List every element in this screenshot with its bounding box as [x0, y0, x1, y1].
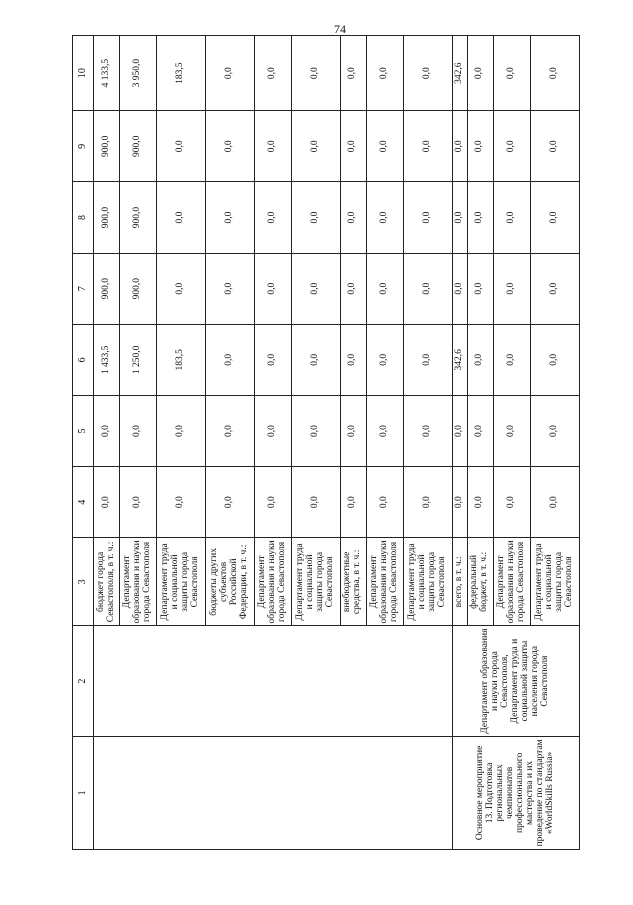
header-cell: 5: [73, 395, 94, 466]
value-cell: 342,6: [453, 36, 468, 111]
value-cell: 0,0: [366, 36, 403, 111]
value-cell: 4 133,5: [94, 36, 120, 111]
funding-source-cell: Департамент образования и науки города Севастополя: [493, 538, 530, 626]
value-cell: 0,0: [157, 467, 206, 538]
value-cell: 0,0: [206, 395, 255, 466]
value-cell: 0,0: [493, 467, 530, 538]
value-cell: 0,0: [292, 467, 341, 538]
value-cell: 0,0: [340, 324, 366, 395]
value-cell: 0,0: [157, 182, 206, 253]
value-cell: 900,0: [94, 253, 120, 324]
value-cell: 0,0: [120, 467, 157, 538]
value-cell: 0,0: [340, 467, 366, 538]
page-number: 74: [334, 22, 346, 36]
value-cell: 0,0: [493, 395, 530, 466]
header-cell: 2: [73, 626, 94, 736]
value-cell: 0,0: [292, 36, 341, 111]
value-cell: 342,6: [453, 324, 468, 395]
value-cell: 0,0: [453, 467, 468, 538]
value-cell: 0,0: [453, 395, 468, 466]
value-cell: 0,0: [254, 36, 291, 111]
value-cell: 0,0: [531, 182, 580, 253]
value-cell: 0,0: [254, 253, 291, 324]
value-cell: 0,0: [157, 395, 206, 466]
value-cell: 0,0: [254, 467, 291, 538]
table-row: [453, 36, 468, 850]
value-cell: 0,0: [292, 395, 341, 466]
header-cell: 3: [73, 538, 94, 626]
value-cell: 900,0: [94, 111, 120, 182]
value-cell: 0,0: [254, 324, 291, 395]
value-cell: 0,0: [340, 395, 366, 466]
value-cell: 0,0: [404, 182, 453, 253]
value-cell: 900,0: [120, 182, 157, 253]
value-cell: 0,0: [340, 36, 366, 111]
table-row: [94, 36, 120, 850]
header-cell: 4: [73, 467, 94, 538]
header-cell: 7: [73, 253, 94, 324]
header-cell: 6: [73, 324, 94, 395]
measure-name-cell: [94, 736, 453, 849]
value-cell: 0,0: [493, 111, 530, 182]
value-cell: 0,0: [94, 467, 120, 538]
value-cell: 0,0: [206, 111, 255, 182]
value-cell: 900,0: [120, 111, 157, 182]
funding-source-cell: Департамент образования и науки города Севастополя: [366, 538, 403, 626]
financing-table: [72, 35, 580, 850]
value-cell: 0,0: [453, 253, 468, 324]
header-cell: 10: [73, 36, 94, 111]
funding-source-cell: всего, в т. ч.:: [453, 538, 468, 626]
value-cell: 0,0: [206, 324, 255, 395]
value-cell: 1 433,5: [94, 324, 120, 395]
value-cell: 0,0: [467, 253, 493, 324]
value-cell: 0,0: [493, 324, 530, 395]
value-cell: 0,0: [366, 253, 403, 324]
funding-source-cell: бюджеты других субъектов Российской Федерации, в т. ч.:: [206, 538, 255, 626]
value-cell: 0,0: [531, 36, 580, 111]
value-cell: 1 250,0: [120, 324, 157, 395]
value-cell: 0,0: [292, 253, 341, 324]
value-cell: 0,0: [404, 111, 453, 182]
funding-source-cell: Департамент образования и науки города Севастополя: [254, 538, 291, 626]
value-cell: 0,0: [206, 253, 255, 324]
value-cell: 0,0: [467, 324, 493, 395]
value-cell: 0,0: [157, 111, 206, 182]
value-cell: 183,5: [157, 324, 206, 395]
value-cell: 0,0: [366, 182, 403, 253]
funding-source-cell: Департамент образования и науки города Севастополя: [120, 538, 157, 626]
value-cell: 0,0: [453, 182, 468, 253]
value-cell: 0,0: [531, 111, 580, 182]
value-cell: 0,0: [366, 395, 403, 466]
header-cell: 8: [73, 182, 94, 253]
value-cell: 0,0: [292, 182, 341, 253]
funding-source-cell: Департамент труда и социальной защиты города Севастополя: [292, 538, 341, 626]
value-cell: 0,0: [493, 253, 530, 324]
value-cell: 0,0: [254, 182, 291, 253]
value-cell: 0,0: [493, 182, 530, 253]
value-cell: 0,0: [366, 467, 403, 538]
funding-source-cell: Департамент труда и социальной защиты города Севастополя: [404, 538, 453, 626]
value-cell: 0,0: [404, 253, 453, 324]
value-cell: 0,0: [404, 395, 453, 466]
executor-cell: Департамент образования и науки города Севастополя, Департамент труда и социальной защиты населения города Севастополя: [453, 626, 580, 736]
value-cell: 0,0: [292, 111, 341, 182]
header-cell: 9: [73, 111, 94, 182]
value-cell: 900,0: [94, 182, 120, 253]
value-cell: 0,0: [531, 395, 580, 466]
value-cell: 0,0: [467, 111, 493, 182]
value-cell: 0,0: [340, 111, 366, 182]
funding-source-cell: федеральный бюджет, в т. ч.:: [467, 538, 493, 626]
value-cell: 900,0: [120, 253, 157, 324]
value-cell: 0,0: [531, 324, 580, 395]
value-cell: 0,0: [206, 182, 255, 253]
value-cell: 0,0: [493, 36, 530, 111]
funding-source-cell: бюджет города Севастополя, в т. ч.:: [94, 538, 120, 626]
value-cell: 0,0: [404, 324, 453, 395]
value-cell: 183,5: [157, 36, 206, 111]
value-cell: 0,0: [157, 253, 206, 324]
value-cell: 0,0: [366, 324, 403, 395]
value-cell: 0,0: [340, 182, 366, 253]
value-cell: 0,0: [340, 253, 366, 324]
value-cell: 0,0: [206, 36, 255, 111]
header-cell: 1: [73, 736, 94, 849]
value-cell: 0,0: [254, 111, 291, 182]
measure-name-cell: Основное мероприятие 13. Подготовка региональных чемпионатов профессионального мастерства и их проведение по стандартам «WorldSkills Russia»: [453, 736, 580, 849]
value-cell: 0,0: [453, 111, 468, 182]
value-cell: 0,0: [467, 36, 493, 111]
value-cell: 0,0: [404, 467, 453, 538]
value-cell: 0,0: [467, 395, 493, 466]
value-cell: 0,0: [206, 467, 255, 538]
header-row: [73, 36, 94, 850]
value-cell: 0,0: [94, 395, 120, 466]
value-cell: 0,0: [292, 324, 341, 395]
value-cell: 0,0: [467, 467, 493, 538]
funding-source-cell: Департамент труда и социальной защиты города Севастополя: [531, 538, 580, 626]
value-cell: 0,0: [120, 395, 157, 466]
funding-source-cell: внебюджетные средства, в т. ч.:: [340, 538, 366, 626]
rotated-table-container: [72, 35, 580, 850]
value-cell: 0,0: [366, 111, 403, 182]
value-cell: 0,0: [254, 395, 291, 466]
value-cell: 0,0: [531, 253, 580, 324]
value-cell: 0,0: [467, 182, 493, 253]
funding-source-cell: Департамент труда и социальной защиты города Севастополя: [157, 538, 206, 626]
value-cell: 0,0: [531, 467, 580, 538]
executor-cell: [94, 626, 453, 736]
value-cell: 3 950,0: [120, 36, 157, 111]
value-cell: 0,0: [404, 36, 453, 111]
